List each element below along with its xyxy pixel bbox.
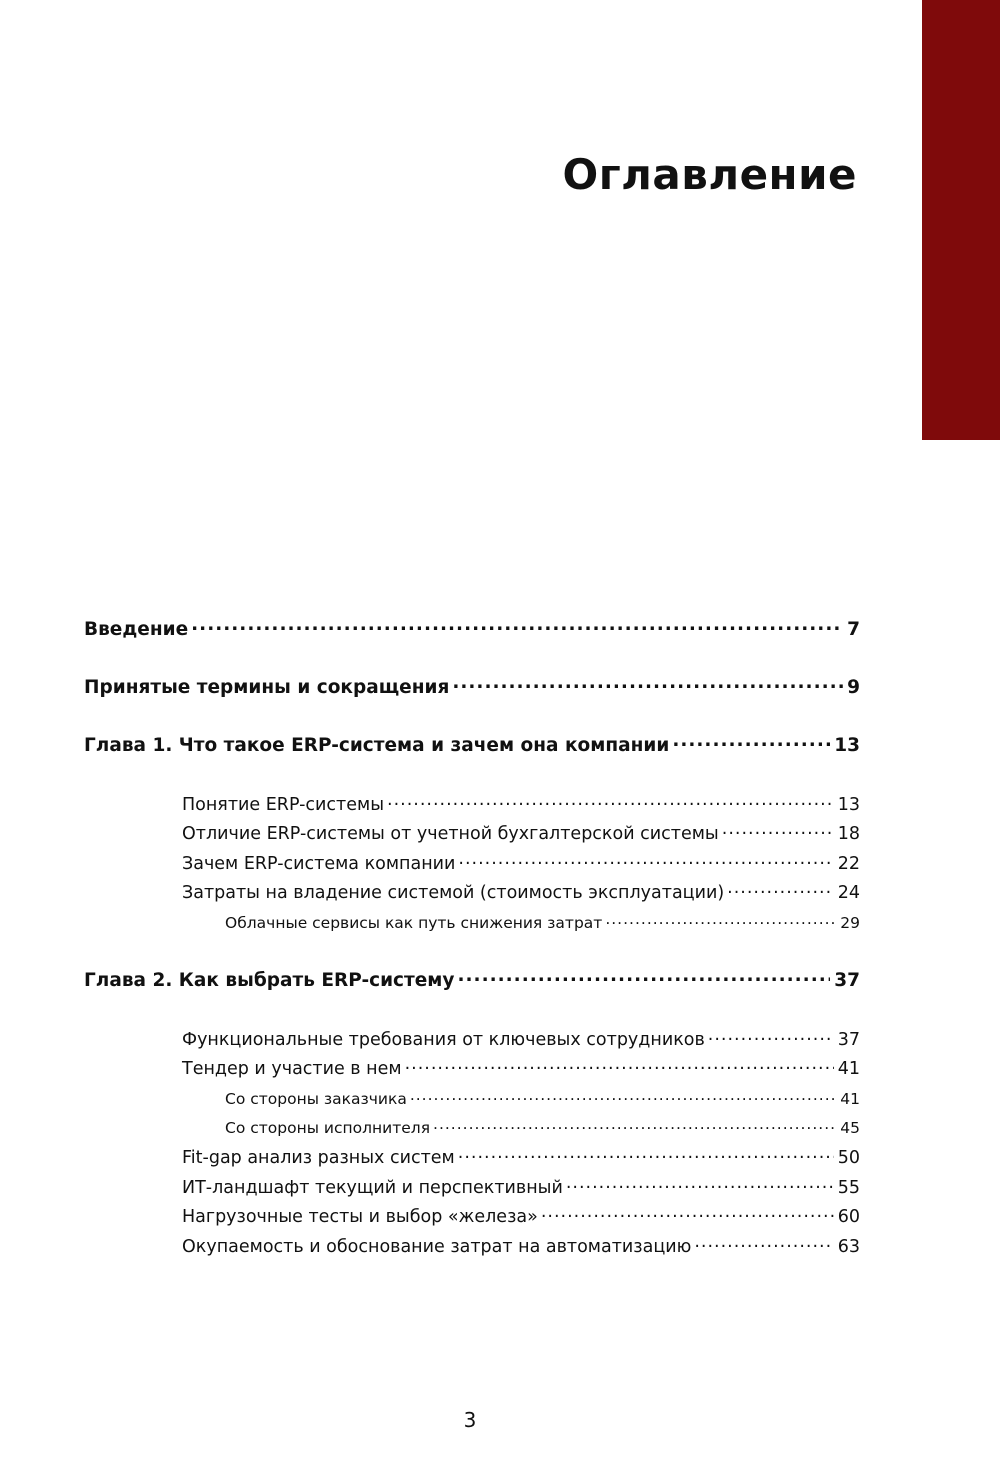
toc-entry-label: ИТ-ландшафт текущий и перспективный [182,1177,563,1198]
toc-entry-section[interactable] [182,1056,860,1079]
page-number: 3 [463,1408,477,1432]
toc-entry-introduction[interactable] [84,616,860,640]
toc-entry-page: 29 [840,913,860,932]
toc-entry-subsection[interactable] [225,1088,860,1108]
toc-entry-label: Со стороны заказчика [225,1089,407,1108]
toc-entry-page: 55 [837,1177,860,1198]
toc-entry-page: 7 [847,618,860,640]
toc-entry-page: 13 [834,734,860,756]
toc-entry-section[interactable] [182,1145,860,1168]
dot-leader [672,732,830,751]
toc-entry-section[interactable] [182,792,860,815]
toc-entry-section[interactable] [182,1204,860,1227]
dot-leader [605,912,836,928]
dot-leader [387,792,834,810]
toc-entry-subsection[interactable] [225,1117,860,1137]
dot-leader [191,616,843,635]
toc-entry-page: 37 [834,969,860,991]
toc-entry-label: Отличие ERP-системы от учетной бухгалтерской системы [182,823,719,844]
toc-entry-page: 41 [840,1089,860,1108]
toc-entry-section[interactable] [182,1175,860,1198]
toc-entry-section[interactable] [182,851,860,874]
toc-entry-page: 13 [837,794,860,815]
chapter-color-tab [922,0,1000,440]
toc-entry-page: 37 [837,1029,860,1050]
dot-leader [458,1145,834,1163]
toc-entry-page: 24 [837,882,860,903]
toc-entry-section[interactable] [182,821,860,844]
dot-leader [566,1175,834,1193]
toc-entry-label: Со стороны исполнителя [225,1118,431,1137]
dot-leader [410,1088,836,1104]
toc-entry-label: Введение [84,618,189,640]
toc-entry-label: Затраты на владение системой (стоимость эксплуатации) [182,882,725,903]
toc-entry-page: 18 [837,823,860,844]
toc-entry-page: 63 [837,1236,860,1257]
toc-entry-label: Зачем ERP-система компании [182,853,456,874]
toc-entry-label: Понятие ERP-системы [182,794,385,815]
toc-entry-label: Функциональные требования от ключевых сотрудников [182,1029,705,1050]
toc-entry-label: Fit-gap анализ разных систем [182,1147,455,1168]
toc-entry-section[interactable] [182,1234,860,1257]
toc-entry-section[interactable] [182,880,860,903]
page-title: Оглавление [562,150,857,199]
toc-entry-label: Принятые термины и сокращения [84,676,450,698]
toc-entry-label: Окупаемость и обоснование затрат на автоматизацию [182,1236,692,1257]
toc-entry-page: 22 [837,853,860,874]
toc-entry-terms[interactable] [84,674,860,698]
dot-leader [708,1027,834,1045]
dot-leader [722,821,834,839]
toc-entry-page: 41 [837,1058,860,1079]
toc-entry-page: 60 [837,1206,860,1227]
toc-entry-section[interactable] [182,1027,860,1050]
dot-leader [694,1234,833,1252]
toc-entry-chapter-1[interactable] [84,732,860,756]
toc-entry-page: 50 [837,1147,860,1168]
dot-leader [727,880,834,898]
toc-entry-page: 45 [840,1118,860,1137]
toc-entry-label: Облачные сервисы как путь снижения затрат [225,913,603,932]
dot-leader [541,1204,834,1222]
toc-entry-label: Глава 1. Что такое ERP-система и зачем она компании [84,734,670,756]
dot-leader [452,674,843,693]
toc-entry-page: 9 [847,676,860,698]
toc-entry-label: Нагрузочные тесты и выбор «железа» [182,1206,538,1227]
dot-leader [458,851,833,869]
toc-entry-label: Тендер и участие в нем [182,1058,402,1079]
dot-leader [405,1056,834,1074]
toc-entry-subsection[interactable] [225,912,860,932]
dot-leader [433,1117,836,1133]
dot-leader [457,967,830,986]
toc-entry-label: Глава 2. Как выбрать ERP-систему [84,969,455,991]
toc-entry-chapter-2[interactable] [84,967,860,991]
